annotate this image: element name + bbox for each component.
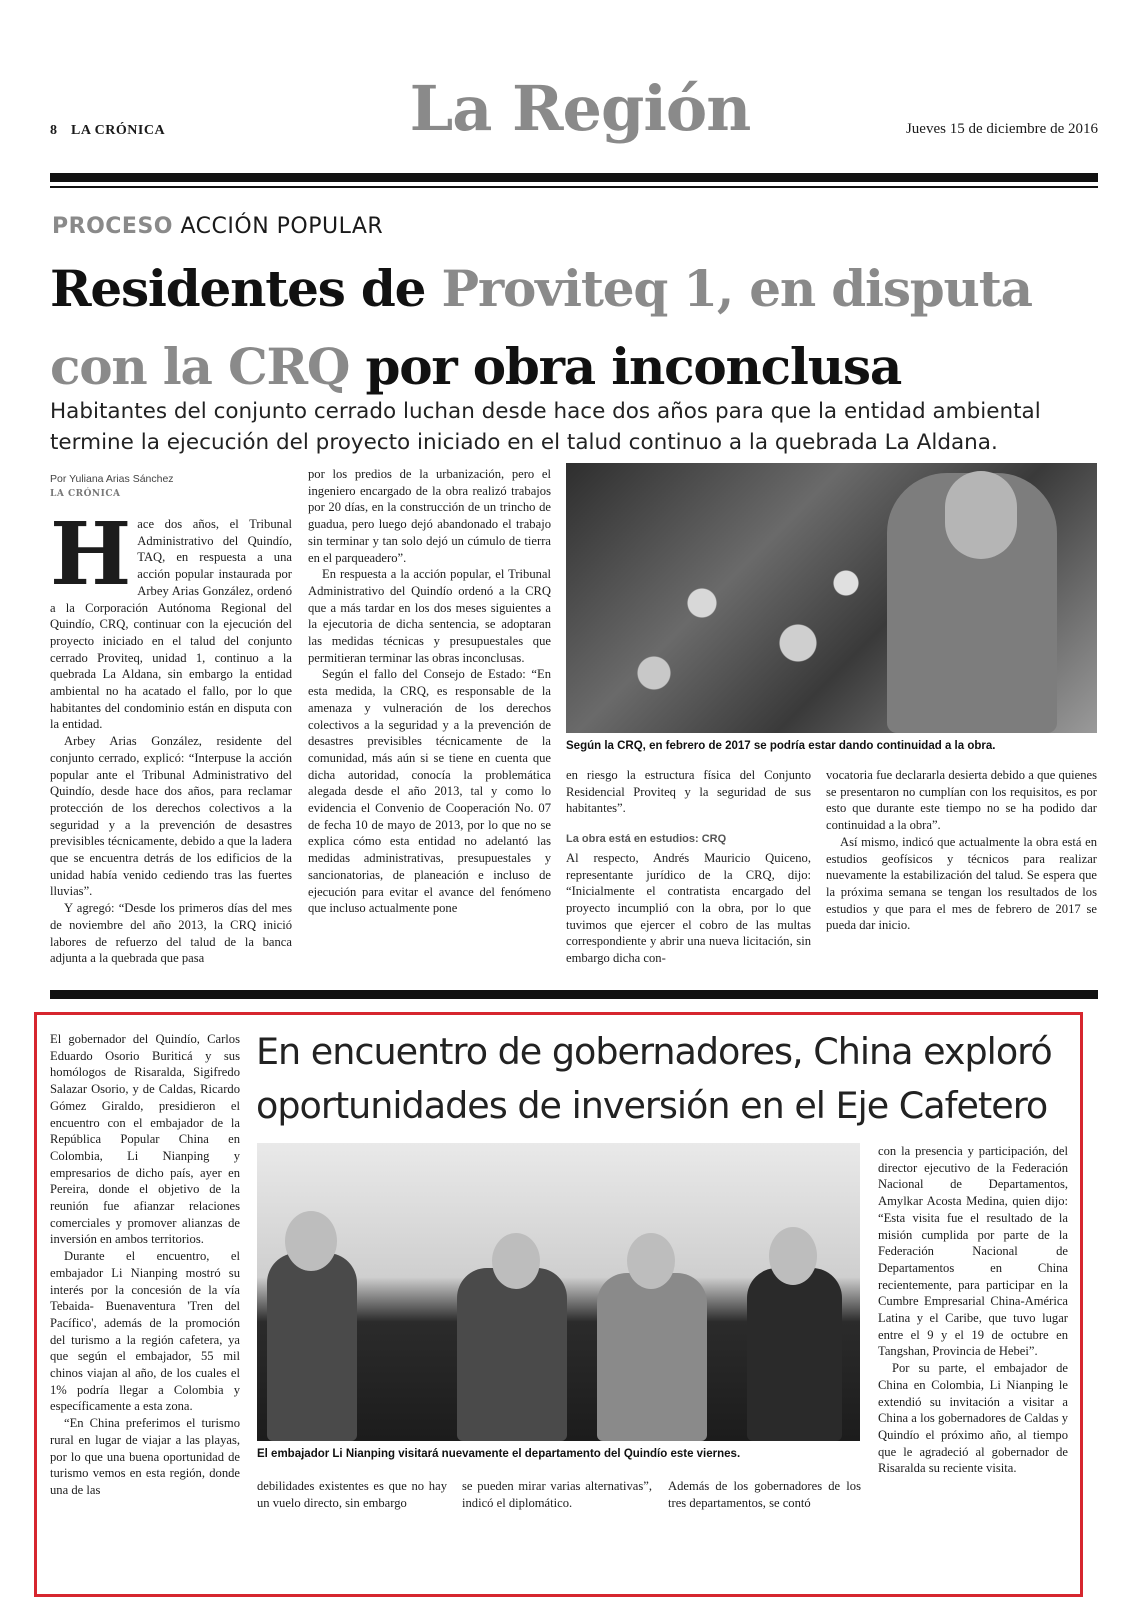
kicker-subtopic: ACCIÓN POPULAR: [180, 214, 384, 239]
paragraph: Así mismo, indicó que actualmente la obra está en estudios geofísicos y técnicos para realizar nuevamente la estabilización del talud. Se espera que la próxima semana se tengan los resultados de los estudios y que para el mes de febrero de 2017 se pueda dar inicio.: [826, 834, 1097, 933]
paragraph: con la presencia y participación, del director ejecutivo de la Federación Nacional de Departamentos, Amylkar Acosta Medina, quien dijo: “Esta visita fue el resultado de la misión cumplida por parte de la Federación Nacional de Departamentos en China recientemente, para participar en la Cumbre Empresarial China-América Latina y el Caribe, que tuvo lugar entre el 9 y el 19 de octubre en Tangshan, Provincia de Hebei”.: [878, 1144, 1068, 1359]
paragraph: debilidades existentes es que no hay un vuelo directo, sin embargo: [257, 1479, 447, 1510]
headline-part-4: por obra inconclusa: [349, 337, 902, 396]
paragraph: ace dos años, el Tribunal Administrativo del Quindío, TAQ, en respuesta a una acción popular instaurada por Arbey Arias González, ordenó a la Corporación Autónoma Regional del Quindío, CRQ, continuar con la ejecución del proyecto iniciado en el talud del conjunto cerrado Proviteq, unidad 1, continuo a la quebrada La Aldana, sin embargo la entidad ambiental no ha acatado el fallo, por lo que habitantes del condominio están en disputa con la entidad.: [50, 517, 292, 732]
section-title: La Región: [409, 72, 751, 145]
boxed-article-column-2: [257, 1478, 447, 1511]
paragraph: Además de los gobernadores de los tres departamentos, se contó: [668, 1479, 861, 1510]
photo-person: [267, 1253, 357, 1441]
boxed-article-headline: En encuentro de gobernadores, China exploró oportunidades de inversión en el Eje Cafetero: [256, 1030, 1052, 1127]
kicker-topic: PROCESO: [52, 214, 173, 239]
headline-part-2: Proviteq 1, en disputa: [441, 259, 1032, 318]
paragraph: Según el fallo del Consejo de Estado: “En esta medida, la CRQ, es responsable de la amenaza y vulneración de los derechos colectivos a la seguridad y a la prevención de desastres previsibles técnicamente de la comunidad, más aún si se tiene en cuenta que dicha autoridad, conocía la problemática alegada desde el año 2013, tal y como lo evidencia el Convenio de Cooperación No. 07 de fecha 10 de mayo de 2013, por lo que no se explica cómo esta entidad no adelantó las medidas administrativas, presupuestales y sancionatorias, de planeación e incluso de ejecución para evitar el avance del fenómeno que incluso actualmente pone: [308, 667, 551, 916]
boxed-article-column-1: [50, 1031, 240, 1499]
paragraph: El gobernador del Quindío, Carlos Eduardo Osorio Buriticá y sus homólogos de Risaralda, Sigifredo Salazar Osorio, y de Caldas, Ricardo Gómez Giraldo, presidieron el encuentro con el embajador de la República Popular China en Colombia, Li Nianping y empresarios de dicho país, ayer en Pereira, donde el objetivo de la reunión fue afianzar relaciones comerciales y promover alianzas de inversión en ambos territorios.: [50, 1032, 240, 1247]
article-column-1: [50, 504, 292, 967]
boxed-article-photo: [257, 1143, 860, 1441]
paragraph: “En China preferimos el turismo rural en lugar de viajar a las playas, por lo que una buena oportunidad de turismo vemos en esta región, donde una de las: [50, 1416, 240, 1497]
newspaper-name: LA CRÓNICA: [71, 123, 166, 138]
article-column-4: [826, 767, 1097, 934]
article-headline: [50, 250, 1110, 406]
paragraph: Y agregó: “Desde los primeros días del mes de noviembre del año 2013, la CRQ inició labores de refuerzo del talud de la banca adjunta a la quebrada que pasa: [50, 901, 292, 966]
headline-part-1: Residentes de: [50, 259, 442, 318]
boxed-photo-caption: El embajador Li Nianping visitará nuevamente el departamento del Quindío este viernes.: [257, 1448, 741, 1460]
drop-cap: H: [50, 504, 132, 605]
photo-foliage: [606, 523, 926, 723]
article-column-3: [566, 767, 811, 967]
photo-person: [457, 1268, 567, 1441]
article-photo: [566, 463, 1097, 733]
boxed-article-column-4: [668, 1478, 861, 1511]
byline: Por Yuliana Arias Sánchez: [50, 473, 174, 485]
article-column-2: [308, 466, 551, 917]
boxed-article-column-5: [878, 1143, 1068, 1477]
photo-person-head: [769, 1227, 817, 1285]
photo-person-head: [627, 1233, 675, 1289]
photo-person-head: [945, 471, 1017, 559]
photo-person: [747, 1268, 842, 1441]
photo-person-head: [492, 1233, 540, 1289]
paragraph: Al respecto, Andrés Mauricio Quiceno, representante jurídico de la CRQ, dijo: “Inicialmente el contratista encargado del proyecto incumplió con la obra, por lo que tuvimos que ejercer el cobro de las multas correspondiente y abrir una nueva licitación, sin embargo dicha con-: [566, 850, 811, 966]
paragraph: por los predios de la urbanización, pero el ingeniero encargado de la obra realizó trabajos por 20 días, en la construcción de un trincho de guadua, pero luego dejó abandonado el trabajo sin terminar y tan solo dejó un cúmulo de tierra en el parqueadero”.: [308, 467, 551, 565]
issue-date: Jueves 15 de diciembre de 2016: [905, 121, 1098, 137]
page-number: 8: [50, 123, 57, 138]
paragraph: En respuesta a la acción popular, el Tribunal Administrativo del Quindío ordenó a la CRQ que a más tardar en los dos meses siguientes a la ejecutoria de dicha sentencia, se adoptaran las medidas técnicas y presupuestales que permitieran terminar las obras inconclusas.: [308, 567, 551, 665]
paragraph: en riesgo la estructura física del Conjunto Residencial Proviteq y la seguridad de sus habitantes”.: [566, 768, 811, 816]
photo-person-head: [285, 1211, 337, 1271]
article-subhead: Habitantes del conjunto cerrado luchan desde hace dos años para que la entidad ambiental termine la ejecución del proyecto iniciado en el talud continuo a la quebrada La Aldana.: [50, 399, 1041, 455]
paragraph: Por su parte, el embajador de China en Colombia, Li Nianping le extendió su invitación a visitar a China a los gobernadores de Caldas y Quindío el próximo año, al tiempo que le agradeció al gobernador de Risaralda su reciente visita.: [878, 1361, 1068, 1476]
boxed-article-column-3: [462, 1478, 652, 1511]
paragraph: Arbey Arias González, residente del conjunto cerrado, explicó: “Interpuse la acción popular ante el Tribunal Administrativo del Quindío, desde hace dos años, para reclamar protección de los derechos colectivos a la seguridad y a la prevención de desastres previsibles técnicamente, debido a que la ladera que se encuentra detrás de los edificios de la unidad había venido cediendo tras las fuertes lluvias”.: [50, 734, 292, 899]
article-kicker: [52, 214, 383, 239]
header-rule-thin: [50, 186, 1098, 188]
section-divider: [50, 990, 1098, 999]
paragraph: se pueden mirar varias alternativas”, indicó el diplomático.: [462, 1479, 652, 1510]
photo-person: [597, 1273, 707, 1441]
paragraph: Durante el encuentro, el embajador Li Nianping mostró su interés por la concesión de la vía Tebaida- Buenaventura 'Tren del Pacífico', además de la promoción del turismo a la región cafetera, ya que según el embajador, 55 mil chinos viajan al año, de los cuales el 1% podría llegar a Colombia y específicamente a esta zona.: [50, 1249, 240, 1414]
headline-part-3: con la CRQ: [50, 337, 350, 396]
paragraph: vocatoria fue declararla desierta debido a que quienes se presentaron no cumplían con los requisitos, es por esto que durante este tiempo no se ha podido dar continuidad a la obra”.: [826, 768, 1097, 833]
subsection-heading: La obra está en estudios: CRQ: [566, 833, 727, 846]
byline-source: LA CRÓNICA: [50, 489, 121, 499]
photo-caption: Según la CRQ, en febrero de 2017 se podría estar dando continuidad a la obra.: [566, 740, 996, 752]
header-rule: [50, 173, 1098, 182]
